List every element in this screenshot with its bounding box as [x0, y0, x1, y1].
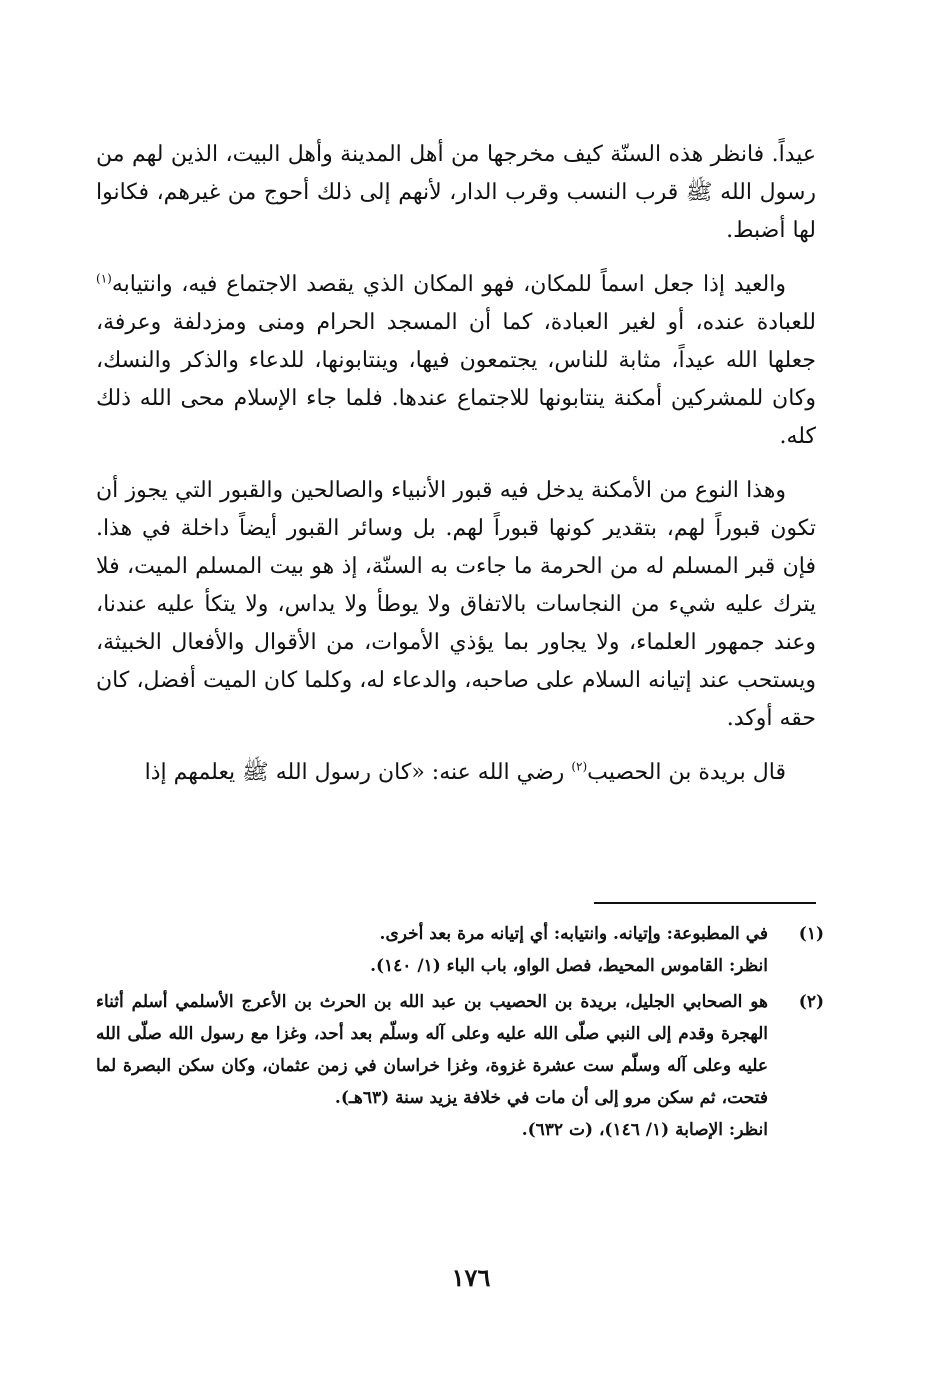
footnote-2-reference: انظر: الإصابة (١/ ١٤٦)، (ت ٦٣٢).: [521, 1120, 768, 1140]
footnote-1-number: (١): [798, 924, 824, 944]
paragraph-1: عيداً. فانظر هذه السنّة كيف مخرجها من أهل المدينة وأهل البيت، الذين لهم من رسول الله ﷺ قرب النسب وقرب الدار، لأنهم إلى ذلك أحوج من غيرهم، فكانوا لها أضبط.: [96, 142, 816, 243]
page-number: ١٧٦: [451, 1263, 491, 1292]
paragraph-2: [96, 266, 816, 456]
footnote-ref-2[interactable]: (٢): [571, 759, 588, 774]
footnote-2-body: هو الصحابي الجليل، بريدة بن الحصيب بن عبد الله بن الحرث بن الأعرج الأسلمي أسلم أثناء الهجرة وقدم إلى النبي صلّى الله عليه وعلى آله وسلّم بعد أحد، وغزا مع رسول الله صلّى الله عليه وعلى آله وسلّم ست عشرة غزوة، وغزا خراسان في زمن عثمان، وكان سكن البصرة لما فتحت، ثم سكن مرو إلى أن مات في خلافة يزيد سنة (٦٣هـ).: [96, 992, 768, 1108]
footnote-2-number: (٢): [798, 992, 824, 1012]
paragraph-3: وهذا النوع من الأمكنة يدخل فيه قبور الأنبياء والصالحين والقبور التي يجوز أن تكون قبوراً لهم، بتقدير كونها قبوراً لهم. بل وسائر القبور أيضاً داخلة في هذا. فإن قبر المسلم له من الحرمة ما جاءت به السنّة، إذ هو بيت المسلم الميت، فلا يترك عليه شيء من النجاسات بالاتفاق ولا يوطأ ولا يداس، ولا يتكأ عليه عندنا، وعند جمهور العلماء، ولا يجاور بما يؤذي الأموات، من الأقوال والأفعال الخبيثة، ويستحب عند إتيانه السلام على صاحبه، والدعاء له، وكلما كان الميت أفضل، كان حقه أوكد.: [96, 478, 816, 731]
footnote-1: [96, 918, 824, 982]
main-text: [96, 136, 816, 808]
paragraph-4: [96, 754, 816, 792]
footnote-divider: [594, 902, 816, 904]
paragraph-4-rest: رضي الله عنه: «كان رسول الله ﷺ يعلمهم إذا: [144, 760, 572, 785]
paragraph-2-start: والعيد إذا جعل اسماً للمكان، فهو المكان الذي يقصد الاجتماع فيه، وانتيابه: [111, 272, 786, 297]
footnote-2: [96, 986, 824, 1146]
paragraph-2-rest: للعبادة عنده، أو لغير العبادة، كما أن المسجد الحرام ومنى ومزدلفة وعرفة، جعلها الله عيداً، مثابة للناس، يجتمعون فيها، وينتابونها، للدعاء والذكر والنسك، وكان للمشركين أمكنة ينتابونها للاجتماع عندها. فلما جاء الإسلام محى الله ذلك كله.: [96, 310, 816, 449]
footnote-1-line-2: انظر: القاموس المحيط، فصل الواو، باب الباء (١/ ١٤٠).: [370, 956, 768, 976]
paragraph-4-start: قال بريدة بن الحصيب: [587, 760, 786, 785]
footnote-ref-1[interactable]: (١): [96, 271, 112, 286]
footnote-1-line-1: في المطبوعة: وإتيانه. وانتيابه: أي إتيانه مرة بعد أخرى.: [379, 924, 768, 944]
footnotes: [96, 918, 824, 1150]
